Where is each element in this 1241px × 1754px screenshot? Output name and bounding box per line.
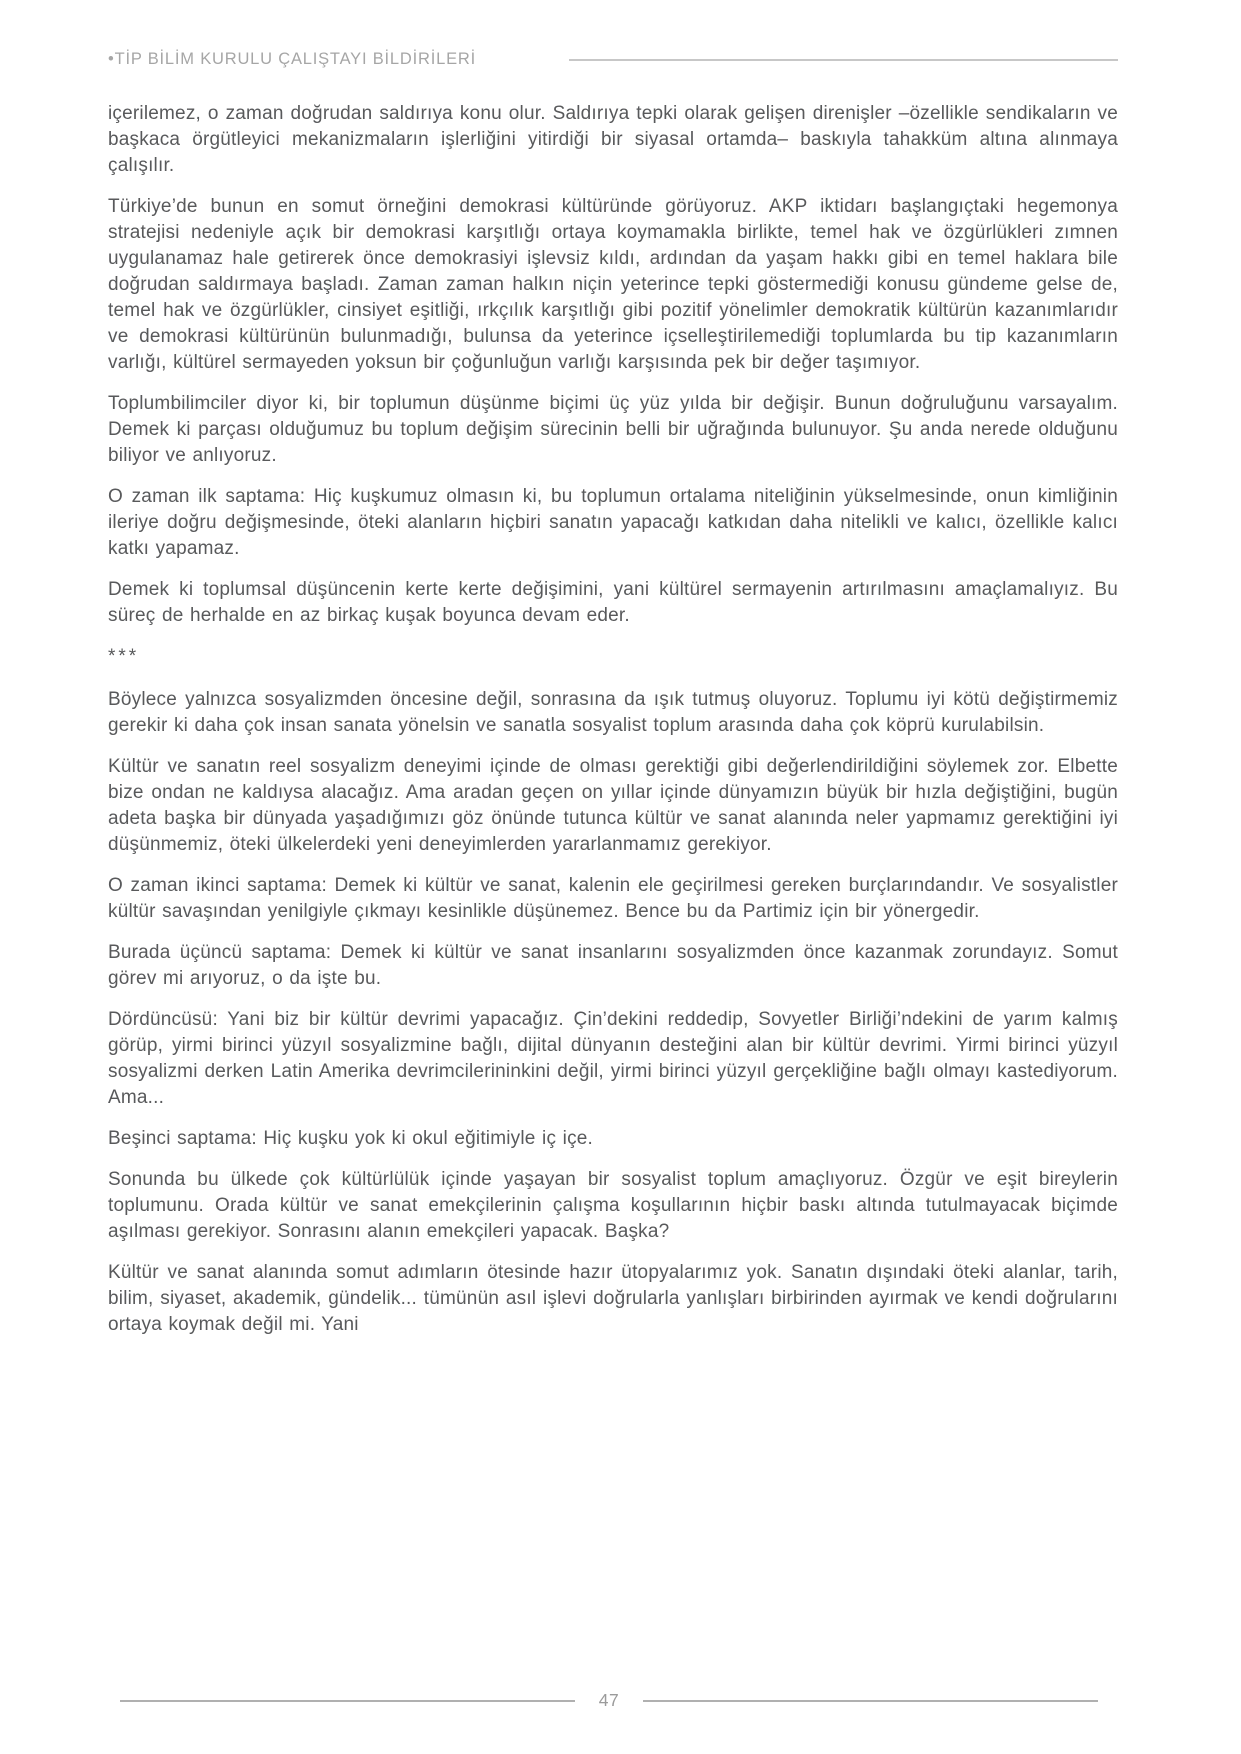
page-number: 47 xyxy=(598,1690,620,1710)
page-footer xyxy=(108,1690,1118,1711)
paragraph: Böylece yalnızca sosyalizmden öncesine değil, sonrasına da ışık tutmuş oluyoruz. Toplumu iyi kötü değiştirmemiz gerekir ki daha çok insan sanata yönelsin ve sanatla sosyalist toplum arasında daha çok köprü kurulabilsin. xyxy=(108,689,1118,736)
paragraph: Burada üçüncü saptama: Demek ki kültür ve sanat insanlarını sosyalizmden önce kazanmak zorundayız. Somut görev mi arıyoruz, o da işte bu. xyxy=(108,942,1118,989)
body-text xyxy=(108,101,1118,1353)
paragraph: O zaman ikinci saptama: Demek ki kültür ve sanat, kalenin ele geçirilmesi gereken burçlarındandır. Ve sosyalistler kültür savaşından yenilgiyle çıkmayı kesinlikle düşünemez. Bence bu da Partimiz için bir yönergedir. xyxy=(108,875,1118,922)
running-header-title: •TİP BİLİM KURULU ÇALIŞTAYI BİLDİRİLERİ xyxy=(108,50,476,68)
page-header xyxy=(108,50,1118,69)
header-rule xyxy=(569,59,1118,61)
section-separator: *** xyxy=(108,646,140,667)
paragraph: Sonunda bu ülkede çok kültürlülük içinde yaşayan bir sosyalist toplum amaçlıyoruz. Özgür ve eşit bireylerin toplumunu. Orada kültür ve sanat emekçilerinin çalışma koşullarının hiçbir baskı altında tutulmayacak biçimde aşılması gerekiyor. Sonrasını alanın emekçileri yapacak. Başka? xyxy=(108,1169,1118,1242)
paragraph: Beşinci saptama: Hiç kuşku yok ki okul eğitimiyle iç içe. xyxy=(108,1128,594,1149)
paragraph: Kültür ve sanatın reel sosyalizm deneyimi içinde de olması gerektiği gibi değerlendirildiğini söylemek zor. Elbette bize ondan ne kaldıysa alacağız. Ama aradan geçen on yıllar içinde dünyamızın büyük bir hızla değiştiğini, bugün adeta başka bir dünyada yaşadığımızı göz önünde tutunca kültür ve sanat alanında neler yapmamız gerektiğini iyi düşünmemiz, öteki ülkelerdeki yeni deneyimlerden yararlanmamız gerekiyor. xyxy=(108,756,1118,855)
paragraph: içerilemez, o zaman doğrudan saldırıya konu olur. Saldırıya tepki olarak gelişen direnişler –özellikle sendikaların ve başkaca örgütleyici mekanizmaların işlerliğini yitirdiği bir siyasal ortamda– baskıyla tahakküm altına alınmaya çalışılır. xyxy=(108,103,1118,176)
footer-rule-left xyxy=(120,1700,575,1702)
paragraph: Toplumbilimciler diyor ki, bir toplumun düşünme biçimi üç yüz yılda bir değişir. Bunun doğruluğunu varsayalım. Demek ki parçası olduğumuz bu toplum değişim sürecinin belli bir uğrağında bulunuyor. Şu anda nerede olduğunu biliyor ve anlıyoruz. xyxy=(108,393,1118,466)
paragraph: Türkiye’de bunun en somut örneğini demokrasi kültüründe görüyoruz. AKP iktidarı başlangıçtaki hegemonya stratejisi nedeniyle açık bir demokrasi karşıtlığı ortaya koymamakla birlikte, temel hak ve özgürlükleri zımnen uygulanamaz hale getirerek önce demokrasiyi işlevsiz kıldı, ardından da yaşam hakkı gibi en temel haklara bile doğrudan saldırmaya başladı. Zaman zaman halkın niçin yeterince tepki göstermediği konusu gündeme gelse de, temel hak ve özgürlükler, cinsiyet eşitliği, ırkçılık karşıtlığı gibi pozitif yönelimler demokratik kültürün kazanımlarıdır ve demokrasi kültürünün bulunmadığı, bulunsa da yeterince içselleştirilemediği toplumlarda bu tip kazanımların varlığı, kültürel sermayeden yoksun bir çoğunluğun varlığı karşısında pek bir değer taşımıyor. xyxy=(108,196,1118,373)
paragraph: Dördüncüsü: Yani biz bir kültür devrimi yapacağız. Çin’dekini reddedip, Sovyetler Birliği’ndekini de yarım kalmış görüp, yirmi birinci yüzyıl sosyalizmine bağlı, dijital dünyanın desteğini alan bir kültür devrimi. Yirmi birinci yüzyıl sosyalizmi derken Latin Amerika devrimcilerininkini değil, yirmi birinci yüzyıl gerçekliğine bağlı olmayı kastediyorum. Ama... xyxy=(108,1009,1118,1108)
paragraph: Kültür ve sanat alanında somut adımların ötesinde hazır ütopyalarımız yok. Sanatın dışındaki öteki alanlar, tarih, bilim, siyaset, akademik, gündelik... tümünün asıl işlevi doğrularla yanlışları birbirinden ayırmak ve kendi doğrularını ortaya koymak değil mi. Yani xyxy=(108,1262,1118,1335)
paragraph: O zaman ilk saptama: Hiç kuşkumuz olmasın ki, bu toplumun ortalama niteliğinin yükselmesinde, onun kimliğinin ileriye doğru değişmesinde, öteki alanların hiçbiri sanatın yapacağı katkıdan daha nitelikli ve kalıcı, özellikle kalıcı katkı yapamaz. xyxy=(108,486,1118,559)
paragraph: Demek ki toplumsal düşüncenin kerte kerte değişimini, yani kültürel sermayenin artırılmasını amaçlamalıyız. Bu süreç de herhalde en az birkaç kuşak boyunca devam eder. xyxy=(108,579,1118,626)
footer-rule-right xyxy=(643,1700,1098,1702)
